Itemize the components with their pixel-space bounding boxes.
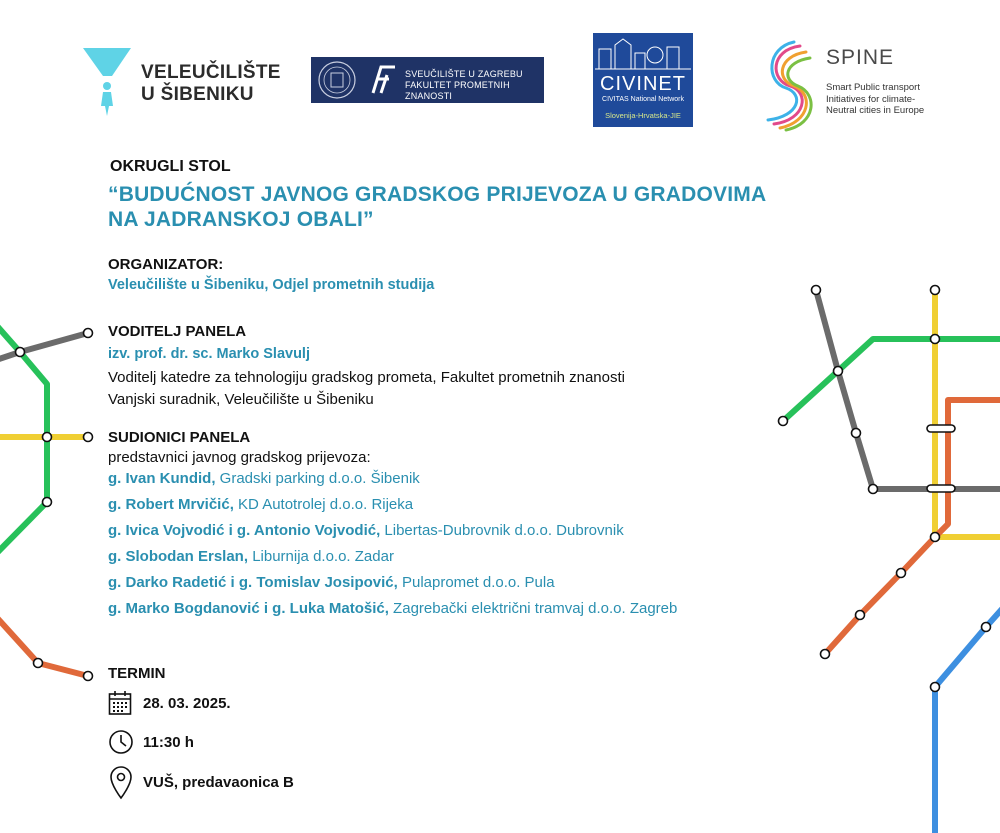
event-title	[108, 182, 766, 232]
map-station	[34, 659, 43, 668]
civinet-title: CIVINET	[600, 73, 686, 95]
civinet-region: Slovenija-Hrvatska-JIE	[605, 111, 681, 120]
event-title-line2: NA JADRANSKOJ OBALI”	[108, 208, 374, 231]
participant-org: Gradski parking d.o.o. Šibenik	[215, 470, 420, 487]
map-station	[43, 498, 52, 507]
map-station	[821, 650, 830, 659]
map-station	[84, 329, 93, 338]
participant-name: g. Robert Mrvičić,	[108, 496, 234, 513]
location-pin-icon	[109, 766, 133, 800]
map-station	[812, 286, 821, 295]
vus-logo-text	[141, 62, 281, 106]
map-interchange	[927, 425, 955, 432]
vus-emblem-icon	[83, 48, 133, 118]
map-station	[779, 417, 788, 426]
participant-name: g. Ivica Vojvodić i g. Antonio Vojvodić,	[108, 522, 381, 539]
clock-icon	[108, 729, 134, 755]
moderator-role-2: Vanjski suradnik, Veleučilište u Šibeniku	[108, 391, 374, 408]
event-place: VUŠ, predavaonica B	[143, 774, 294, 791]
map-line-yellow-right	[935, 290, 1000, 537]
map-station	[852, 429, 861, 438]
fpz-logo	[311, 57, 544, 103]
organizer-heading: ORGANIZATOR:	[108, 256, 224, 273]
map-station	[931, 335, 940, 344]
participant-item	[108, 544, 677, 570]
participants-intro: predstavnici javnog gradskog prijevoza:	[108, 449, 371, 466]
participant-item	[108, 518, 677, 544]
calendar-icon	[108, 690, 132, 716]
participant-org: Liburnija d.o.o. Zadar	[248, 548, 394, 565]
map-station	[16, 348, 25, 357]
map-line-green-right	[783, 339, 1000, 421]
participant-org: Libertas-Dubrovnik d.o.o. Dubrovnik	[380, 522, 624, 539]
map-station	[982, 623, 991, 632]
fpz-logo-line1: SVEUČILIŠTE U ZAGREBU	[405, 69, 523, 79]
participant-item	[108, 492, 677, 518]
city-skyline-icon	[593, 35, 693, 75]
participant-name: g. Ivan Kundid,	[108, 470, 216, 487]
vus-logo-line1: VELEUČILIŠTE	[141, 62, 281, 83]
map-station	[834, 367, 843, 376]
moderator-heading: VODITELJ PANELA	[108, 323, 247, 340]
map-station	[856, 611, 865, 620]
participant-item	[108, 466, 677, 492]
event-date: 28. 03. 2025.	[143, 695, 231, 712]
civinet-subtitle: CIVITAS National Network	[602, 96, 684, 103]
participant-org: Zagrebački električni tramvaj d.o.o. Zagreb	[388, 600, 678, 617]
participant-org: KD Autotrolej d.o.o. Rijeka	[233, 496, 414, 513]
participant-item	[108, 570, 677, 596]
participants-list	[108, 466, 677, 622]
participant-name: g. Slobodan Erslan,	[108, 548, 249, 565]
spine-emblem-icon	[760, 40, 822, 132]
schedule-heading: TERMIN	[108, 665, 166, 682]
participant-org: Pulapromet d.o.o. Pula	[397, 574, 555, 591]
fpz-logo-text	[405, 69, 544, 102]
event-type: OKRUGLI STOL	[110, 158, 231, 175]
map-line-gray-right	[816, 290, 1000, 489]
map-station	[931, 286, 940, 295]
civinet-logo	[593, 33, 693, 127]
map-station	[869, 485, 878, 494]
participant-name: g. Darko Radetić i g. Tomislav Josipović,	[108, 574, 398, 591]
organizer-name: Veleučilište u Šibeniku, Odjel prometnih studija	[108, 277, 435, 293]
spine-title: SPINE	[826, 46, 895, 69]
participant-item	[108, 596, 677, 622]
spine-logo	[760, 40, 940, 140]
event-time: 11:30 h	[143, 734, 194, 751]
fpz-logo-line2: FAKULTET PROMETNIH ZNANOSTI	[405, 80, 510, 101]
map-line-orange-left	[0, 610, 88, 676]
map-station	[931, 683, 940, 692]
map-station	[897, 569, 906, 578]
spine-subtitle: Smart Public transport Initiatives for climate-Neutral cities in Europe	[826, 82, 925, 116]
map-station	[43, 433, 52, 442]
map-interchange	[927, 485, 955, 492]
vus-logo	[83, 48, 283, 118]
map-line-orange-right	[825, 400, 1000, 654]
map-station	[84, 672, 93, 681]
participants-heading: SUDIONICI PANELA	[108, 429, 251, 446]
vus-logo-line2: U ŠIBENIKU	[141, 84, 254, 105]
moderator-role-1: Voditelj katedre za tehnologiju gradskog prometa, Fakultet prometnih znanosti	[108, 369, 625, 386]
participant-name: g. Marko Bogdanović i g. Luka Matošić,	[108, 600, 389, 617]
fpz-emblem-icon	[311, 57, 401, 103]
moderator-name: izv. prof. dr. sc. Marko Slavulj	[108, 346, 310, 362]
event-title-line1: “BUDUĆNOST JAVNOG GRADSKOG PRIJEVOZA U GRADOVIMA	[108, 183, 767, 206]
map-line-blue-right	[935, 600, 1000, 833]
map-station	[84, 433, 93, 442]
map-station	[931, 533, 940, 542]
